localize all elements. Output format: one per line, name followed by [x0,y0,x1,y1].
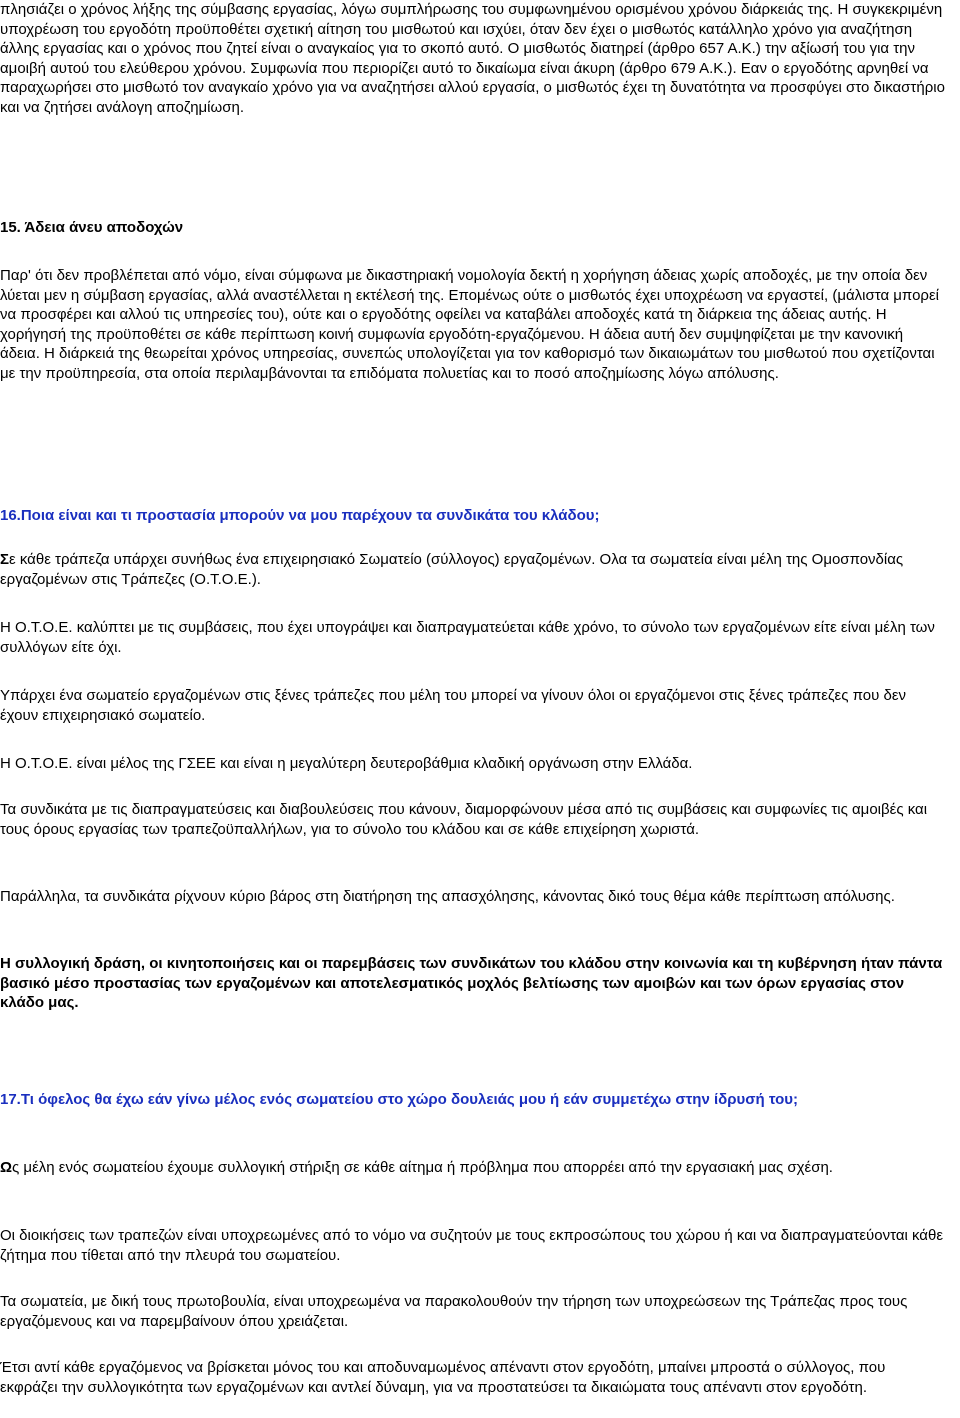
section-16-paragraph-7: Η συλλογική δράση, οι κινητοποιήσεις και οι παρεμβάσεις των συνδικάτων του κλάδου στην κοινωνία και τη κυβέρνηση ήταν πάντα βασικό μέσο προστασίας των εργαζομένων και αποτελεσματικός μοχλός βελτίωσης των αμοιβών και των όρων εργασίας στον κλάδο μας. [0,955,943,1011]
section-16-paragraph-3: Υπάρχει ένα σωματείο εργαζομένων στις ξένες τράπεζες που μέλη του μπορεί να γίνουν όλοι οι εργαζόμενοι στις ξένες τράπεζες που δεν έχουν επιχειρησιακό σωματείο. [0,687,907,724]
section-15-heading: 15. Άδεια άνευ αποδοχών [0,219,184,236]
section-16-paragraph-1 [0,550,946,589]
section-15-body: Παρ' ότι δεν προβλέπεται από νόμο, είναι σύμφωνα με δικαστηριακή νομολογία δεκτή η χορήγηση άδειας χωρίς αποδοχές, με την οποία δεν λύεται μεν η σύμβαση εργασίας, αλλά αναστέλλεται η εκτέλεσή της. Επομένως ούτε ο μισθωτός έχει υποχρέωση να εργαστεί, (μάλιστα μπορεί να προσφέρει και αλλού τις υπηρεσίες του), ούτε και ο εργοδότης οφείλει να καταβάλει αποδοχές κατά τη διάρκεια της άδειας αυτής. Η χορήγησή της προϋποθέτει σε κάθε περίπτωση κοινή συμφωνία εργοδότη-εργαζόμενου. Η άδεια αυτή δεν συμψηφίζεται με την κανονική άδεια. Η διάρκειά της θεωρείται χρόνος υπηρεσίας, συνεπώς υπολογίζεται για τον καθορισμό των δικαιωμάτων του μισθωτού που σχετίζονται με την προϋπηρεσία, στα οποία περιλαμβάνονται τα επιδόματα πολυετίας και το ποσό αποζημίωσης λόγω απόλυσης. [0,267,939,382]
section-16-paragraph-6: Παράλληλα, τα συνδικάτα ρίχνουν κύριο βάρος στη διατήρηση της απασχόλησης, κάνοντας δικό τους θέμα κάθε περίπτωση απόλυσης. [0,888,895,905]
section-16-lead-letter: Σ [0,551,10,568]
section-16-paragraph-2: Η Ο.Τ.Ο.Ε. καλύπτει με τις συμβάσεις, που έχει υπογράψει και διαπραγματεύεται κάθε χρόνο, το σύνολο των εργαζομένων είτε είναι μέλη των συλλόγων είτε όχι. [0,619,935,656]
section-17-lead-letter: Ω [0,1159,13,1176]
section-17-paragraph-1-text: ς μέλη ενός σωματείου έχουμε συλλογική στήριξη σε κάθε αίτημα ή πρόβλημα που απορρέει από την εργασιακή μας σχέση. [12,1159,833,1176]
section-17-paragraph-2: Οι διοικήσεις των τραπεζών είναι υποχρεωμένες από το νόμο να συζητούν με τους εκπροσώπους του χώρου ή και να διαπραγματεύονται κάθε ζήτημα που τίθεται από την πλευρά του σωματείου. [0,1227,944,1264]
section-16-paragraph-1-text: ε κάθε τράπεζα υπάρχει συνήθως ένα επιχειρησιακό Σωματείο (σύλλογος) εργαζομένων. Ολα τα σωματεία είναι μέλη της Ομοσπονδίας εργαζομένων στις Τράπεζες (Ο.Τ.Ο.Ε.). [0,551,904,588]
intro-paragraph: πλησιάζει ο χρόνος λήξης της σύμβασης εργασίας, λόγω συμπλήρωσης του συμφωνημένου ορισμένου χρόνου διάρκειάς της. Η συγκεκριμένη υποχρέωση του εργοδότη προϋποθέτει σχετική αίτηση του μισθωτού και ισχύει, όταν δεν έχει ο μισθωτός κατάλληλο χρόνο για αναζήτηση άλλης εργασίας και ο χρόνος που ζητεί είναι ο αναγκαίος για το σκοπό αυτό. Ο μισθωτός διατηρεί (άρθρο 657 Α.Κ.) την αξίωσή του για την αμοιβή αυτού του ελεύθερου χρόνου. Συμφωνία που περιορίζει αυτό το δικαίωμα είναι άκυρη (άρθρο 679 Α.Κ.). Εαν ο εργοδότης αρνηθεί να παραχωρήσει στο μισθωτό τον αναγκαίο χρόνο για να αναζητήσει αλλού εργασία, ο μισθωτός έχει τη δυνατότητα να προσφύγει στο δικαστήριο και να ζητήσει ανάλογη αποζημίωση. [0,1,945,116]
section-17-paragraph-1 [0,1158,946,1178]
section-16-paragraph-5: Τα συνδικάτα με τις διαπραγματεύσεις και διαβουλεύσεις που κάνουν, διαμορφώνουν μέσα από τις συμβάσεις και συμφωνίες τις αμοιβές και τους όρους εργασίας των τραπεζοϋπαλλήλων, για το σύνολο του κλάδου και σε κάθε επιχείρηση χωριστά. [0,801,928,838]
section-17-paragraph-4: Έτσι αντί κάθε εργαζόμενος να βρίσκεται μόνος του και αποδυναμωμένος απέναντι στον εργοδότη, μπαίνει μπροστά ο σύλλογος, που εκφράζει την συλλογικότητα των εργαζομένων και αντλεί δύναμη, για να προστατεύσει τα δικαιώματα τους απέναντι στον εργοδότη. [0,1359,886,1396]
section-16-heading: 16.Ποια είναι και τι προστασία μπορούν να μου παρέχουν τα συνδικάτα του κλάδου; [0,507,600,524]
section-17-paragraph-3: Τα σωματεία, με δική τους πρωτοβουλία, είναι υποχρεωμένα να παρακολουθούν την τήρηση των υποχρεώσεων της Τράπεζας προς τους εργαζόμενους και να παρεμβαίνουν όπου χρειάζεται. [0,1293,908,1330]
section-16-paragraph-4: Η Ο.Τ.Ο.Ε. είναι μέλος της ΓΣΕΕ και είναι η μεγαλύτερη δευτεροβάθμια κλαδική οργάνωση στην Ελλάδα. [0,755,693,772]
section-17-heading: 17.Τι όφελος θα έχω εάν γίνω μέλος ενός σωματείου στο χώρο δουλειάς μου ή εάν συμμετέχω στην ίδρυσή του; [0,1091,798,1108]
